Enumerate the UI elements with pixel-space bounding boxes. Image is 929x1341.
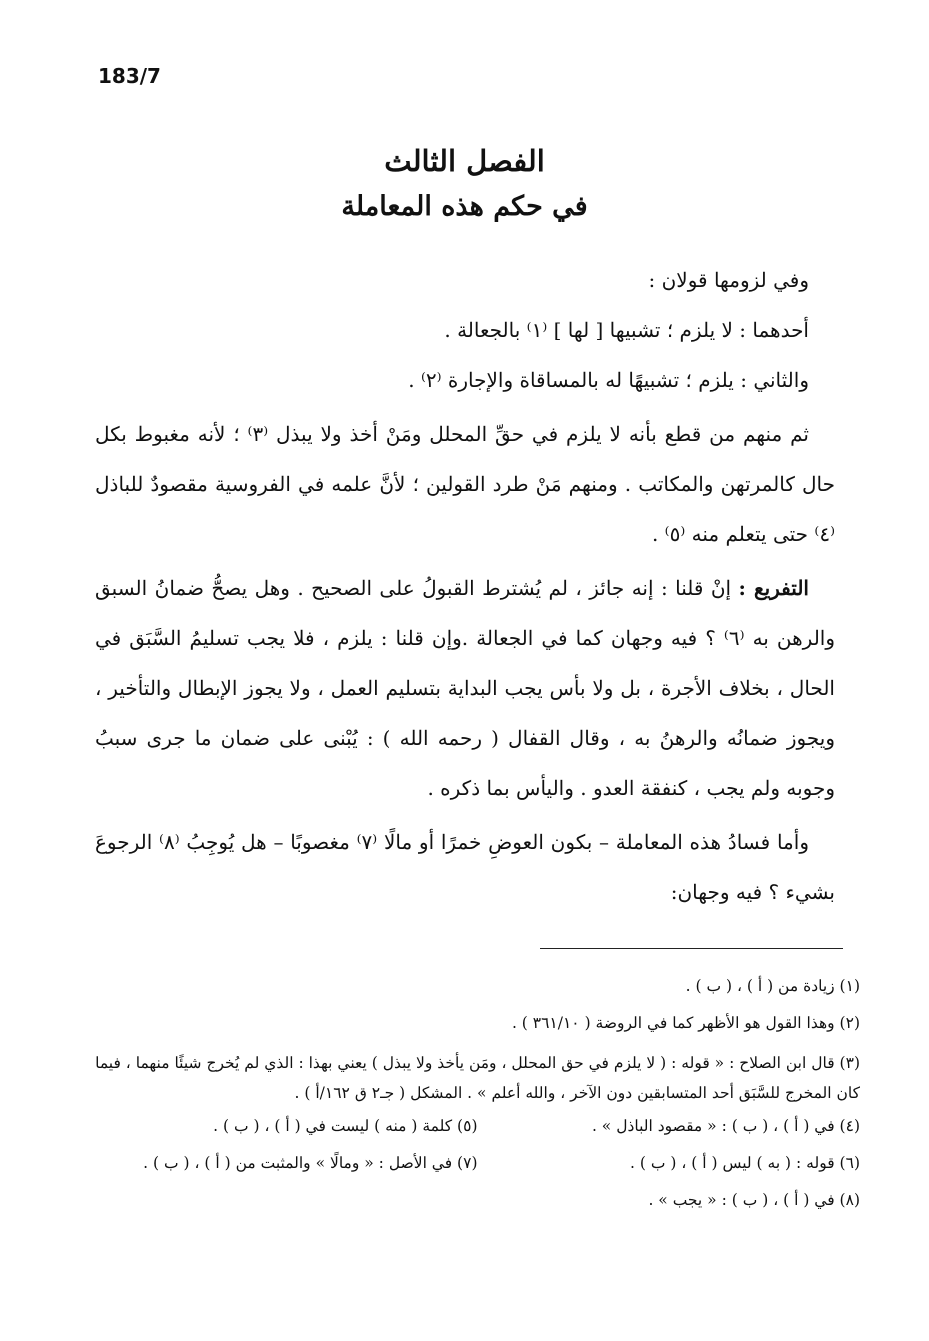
paragraph-5 [95, 563, 835, 813]
footnote-5: (٥) كلمة ( منه ) ليست في ( أ ) ، ( ب ) . [213, 1117, 478, 1135]
chapter-subtitle: في حكم هذه المعاملة [341, 191, 588, 222]
footnote-separator [540, 948, 843, 949]
footnote-6: (٦) قوله : ( به ) ليس ( أ ) ، ( ب ) . [630, 1154, 860, 1172]
footnote-2: (٢) وهذا القول هو الأظهر كما في الروضة ( ٣٦١/١٠ ) . [511, 1014, 860, 1032]
paragraph-5-lead: التفريع : [738, 576, 809, 600]
paragraph-6: وأما فسادُ هذه المعاملة – بكون العوضِ خمرًا أو مالًا ⁽٧⁾ مغصوبًا – هل يُوجِبُ ⁽٨⁾ الرجوعَ بشيء ؟ فيه وجهان: [95, 830, 835, 904]
footnote-row-6-7 [95, 1145, 860, 1182]
footnotes [95, 968, 860, 1219]
paragraph-3: والثاني : يلزم ؛ تشبيهًا له بالمساقاة والإجارة ⁽٢⁾ . [408, 368, 809, 392]
paragraph-1: وفي لزومها قولان : [648, 268, 809, 292]
chapter-heading [0, 135, 929, 227]
paragraph-2: أحدهما : لا يلزم ؛ تشبيها [ لها ] ⁽١⁾ بالجعالة . [444, 318, 809, 342]
page-number: 183/7 [98, 64, 161, 88]
footnote-3: (٣) قال ابن الصلاح : « قوله : ( لا يلزم في حق المحلل ، ومَن يأخذ ولا يبذل ) يعني بهذا : الذي لم يُخرج شيئًا منهما ، فيما كان المخرج للسَّبَق أحد المتسابقين دون الآخر ، والله أعلم » . المشكل ( جـ٢ ق ١٦٢/أ ) . [95, 1054, 860, 1102]
footnote-1: (١) زيادة من ( أ ) ، ( ب ) . [685, 977, 860, 995]
footnote-4: (٤) في ( أ ) ، ( ب ) : « مقصود الباذل » . [591, 1117, 860, 1135]
footnote-row-4-5 [95, 1108, 860, 1145]
main-text [95, 255, 835, 917]
paragraph-4: ثم منهم من قطع بأنه لا يلزم في حقِّ المحلل ومَنْ أخذ ولا يبذل ⁽٣⁾ ؛ لأنه مغبوط بكل حال كالمرتهن والمكاتب . ومنهم مَنْ طرد القولين ؛ لأنَّ علمه في الفروسية مقصودٌ للباذل ⁽٤⁾ حتى يتعلم منه ⁽٥⁾ . [95, 422, 835, 546]
paragraph-5-text: إنْ قلنا : إنه جائز ، لم يُشترط القبولُ على الصحيح . وهل يصحُّ ضمانُ السبق والرهن به ⁽٦⁾ ؟ فيه وجهان كما في الجعالة .وإن قلنا : يلزم ، فلا يجب تسليمُ السَّبَق في الحال ، بخلاف الأجرة ، بل ولا بأس يجب البداية بتسليم العمل ، ولا يجوز الإبطال والتأخير ، ويجوز ضمانُه والرهنُ به ، وقال القفال ( رحمه الله ) : يُبْنى على ضمان ما جرى سببُ وجوبه ولم يجب ، كنفقة العدو . واليأس بما ذكره . [95, 576, 836, 800]
chapter-title: الفصل الثالث [384, 144, 545, 178]
footnote-8: (٨) في ( أ ) ، ( ب ) : « يجب » . [648, 1191, 860, 1209]
footnote-7: (٧) في الأصل : « ومالًا » والمثبت من ( أ ) ، ( ب ) . [143, 1154, 478, 1172]
